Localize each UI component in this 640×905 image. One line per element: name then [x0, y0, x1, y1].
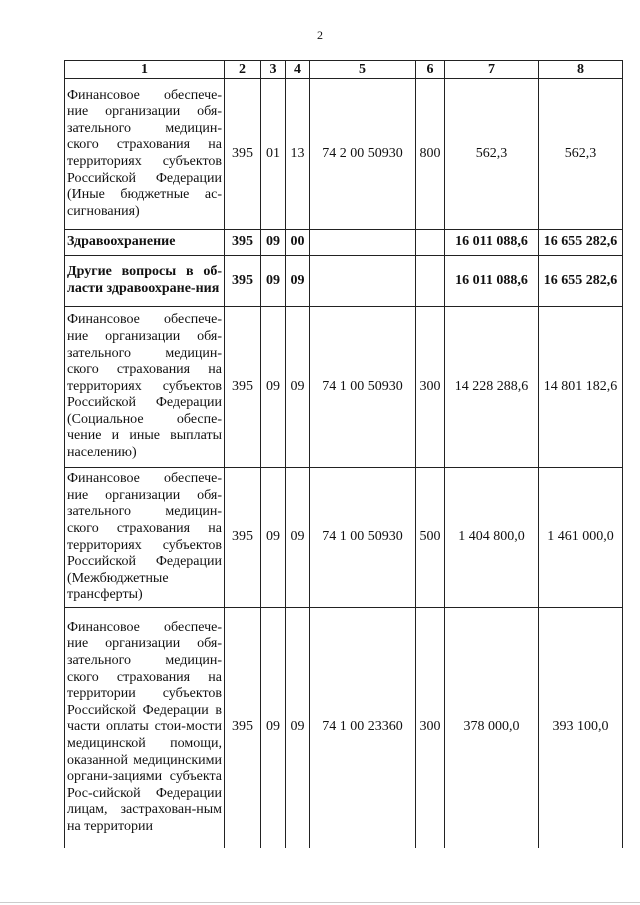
col-amount-year-2: 393 100,0: [539, 608, 623, 848]
col-target-article: 74 2 00 50930: [310, 79, 416, 230]
col-subsection: 13: [286, 79, 310, 230]
table-row: [65, 307, 623, 468]
page-number: 2: [317, 28, 323, 42]
header-col-2: 2: [225, 61, 261, 79]
col-expense-type: [416, 230, 445, 256]
col-amount-year-2: 16 655 282,6: [539, 256, 623, 307]
col-target-article: [310, 256, 416, 307]
row-name: Финансовое обеспече-ние организации обя-зательного медицин-ского страхования на территориях субъектов Российской Федерации (Межбюджетные трансферты): [65, 468, 225, 608]
page-bottom-edge: [0, 902, 640, 903]
col-ministry-code: 395: [225, 79, 261, 230]
col-expense-type: [416, 256, 445, 307]
header-col-5: 5: [310, 61, 416, 79]
header-col-4: 4: [286, 61, 310, 79]
col-section: 01: [261, 79, 286, 230]
col-amount-year-1: 562,3: [445, 79, 539, 230]
col-target-article: 74 1 00 23360: [310, 608, 416, 848]
col-amount-year-1: 16 011 088,6: [445, 230, 539, 256]
col-expense-type: 500: [416, 468, 445, 608]
col-subsection: 09: [286, 256, 310, 307]
col-expense-type: 300: [416, 307, 445, 468]
col-subsection: 09: [286, 307, 310, 468]
col-ministry-code: 395: [225, 230, 261, 256]
row-name: Финансовое обеспече-ние организации обя-зательного медицин-ского страхования на территории субъектов Российской Федерации в части оплаты стои-мости медицинской помощи, оказанной медицинскими органи-зациями субъекта Рос-сийской Федерации лицам, застрахован-ным на территории: [65, 608, 225, 848]
row-name: Финансовое обеспече-ние организации обя-зательного медицин-ского страхования на территориях субъектов Российской Федерации (Социальное обеспе-чение и иные выплаты населению): [65, 307, 225, 468]
col-amount-year-1: 1 404 800,0: [445, 468, 539, 608]
col-amount-year-1: 14 228 288,6: [445, 307, 539, 468]
col-amount-year-2: 1 461 000,0: [539, 468, 623, 608]
table-row: [65, 256, 623, 307]
header-col-8: 8: [539, 61, 623, 79]
row-name: Другие вопросы в об-ласти здравоохране-ния: [65, 256, 225, 307]
table-row: [65, 468, 623, 608]
col-subsection: 00: [286, 230, 310, 256]
col-amount-year-2: 16 655 282,6: [539, 230, 623, 256]
col-ministry-code: 395: [225, 608, 261, 848]
col-section: 09: [261, 608, 286, 848]
col-subsection: 09: [286, 608, 310, 848]
col-ministry-code: 395: [225, 256, 261, 307]
table-row: [65, 79, 623, 230]
col-amount-year-2: 562,3: [539, 79, 623, 230]
col-target-article: [310, 230, 416, 256]
col-ministry-code: 395: [225, 307, 261, 468]
col-ministry-code: 395: [225, 468, 261, 608]
col-subsection: 09: [286, 468, 310, 608]
col-target-article: 74 1 00 50930: [310, 307, 416, 468]
col-section: 09: [261, 256, 286, 307]
col-amount-year-1: 378 000,0: [445, 608, 539, 848]
table-row: [65, 608, 623, 848]
col-section: 09: [261, 307, 286, 468]
header-col-3: 3: [261, 61, 286, 79]
header-col-1: 1: [65, 61, 225, 79]
col-amount-year-1: 16 011 088,6: [445, 256, 539, 307]
col-section: 09: [261, 468, 286, 608]
budget-allocation-table: [64, 60, 623, 848]
row-name: Финансовое обеспече-ние организации обя-зательного медицин-ского страхования на территориях субъектов Российской Федерации (Иные бюджетные ас-сигнования): [65, 79, 225, 230]
col-expense-type: 800: [416, 79, 445, 230]
header-col-6: 6: [416, 61, 445, 79]
header-col-7: 7: [445, 61, 539, 79]
header-row: [65, 61, 623, 79]
col-amount-year-2: 14 801 182,6: [539, 307, 623, 468]
col-target-article: 74 1 00 50930: [310, 468, 416, 608]
table-row: [65, 230, 623, 256]
col-section: 09: [261, 230, 286, 256]
col-expense-type: 300: [416, 608, 445, 848]
row-name: Здравоохранение: [65, 230, 225, 256]
